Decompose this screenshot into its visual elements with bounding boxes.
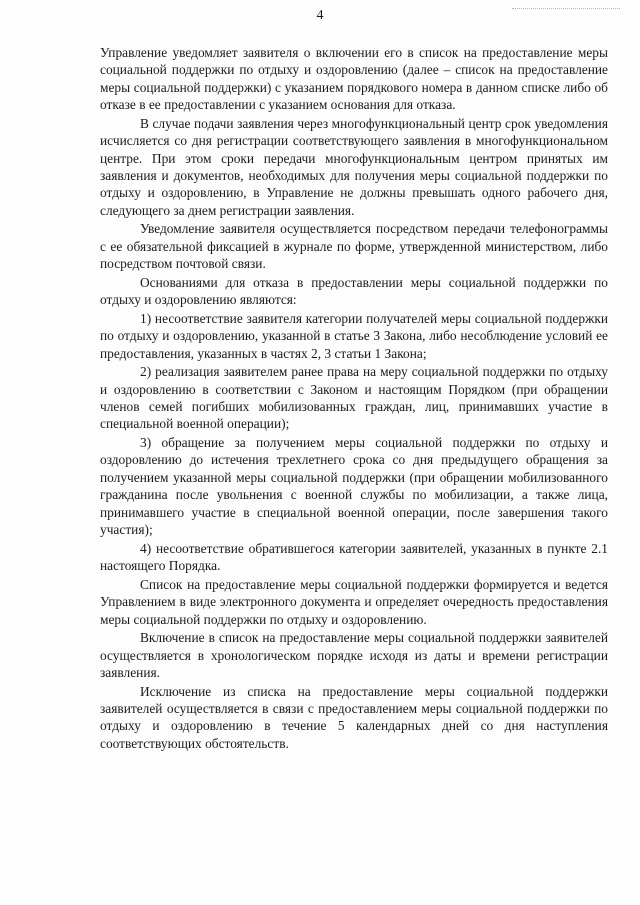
paragraph-refusal-grounds: Основаниями для отказа в предоставлении меры социальной поддержки по отдыху и оздоровлению являются: [100,274,608,308]
paragraph-notification-method: Уведомление заявителя осуществляется посредством передачи телефонограммы с ее обязательной фиксацией в журнале по форме, утвержденной министерством, либо посредством почтовой связи. [100,221,608,272]
paragraph-list-exclusion: Исключение из списка на предоставление меры социальной поддержки заявителей осуществляется в связи с предоставлением меры социальной поддержки по отдыху и оздоровлению в течение 5 календарных дней со дня наступления соответствующих обстоятельств. [100,683,608,751]
page-number: 4 [316,8,324,23]
refusal-ground-2: 2) реализация заявителем ранее права на меру социальной поддержки по отдыху и оздоровлению в соответствии с Законом и настоящим Порядком (при обращении членов семей погибших мобилизованных граждан, лиц, принимавших участие в специальной военной операции); [100,364,608,432]
document-body [100,44,608,753]
scan-artifact [512,8,620,12]
paragraph-notification: Управление уведомляет заявителя о включении его в список на предоставление меры социальной поддержки по отдыху и оздоровлению (далее – список на предоставление меры социальной поддержки) с указанием порядкового номера в данном списке либо об отказе в ее предоставлении с указанием основания для отказа. [100,45,608,113]
paragraph-mfc-deadline: В случае подачи заявления через многофункциональный центр срок уведомления исчисляется со дня регистрации соответствующего заявления в многофункциональном центре. При этом сроки передачи многофункциональным центром принятых им заявления и документов, необходимых для получения меры социальной поддержки по отдыху и оздоровлению, в Управление не должны превышать одного рабочего дня, следующего за днем регистрации заявления. [100,115,608,218]
refusal-ground-3: 3) обращение за получением меры социальной поддержки по отдыху и оздоровлению до истечения трехлетнего срока со дня предыдущего обращения за получением указанной меры социальной поддержки (при обращении мобилизованного гражданина после увольнения с военной службы по мобилизации, а также лица, принимавшего участие в специальной военной операции, после завершения такого участия); [100,435,608,538]
paragraph-list-formation: Список на предоставление меры социальной поддержки формируется и ведется Управлением в виде электронного документа и определяет очередность предоставления меры социальной поддержки по отдыху и оздоровлению. [100,576,608,627]
refusal-ground-4: 4) несоответствие обратившегося категории заявителей, указанных в пункте 2.1 настоящего Порядка. [100,540,608,574]
paragraph-list-inclusion: Включение в список на предоставление меры социальной поддержки заявителей осуществляется в хронологическом порядке исходя из даты и времени регистрации заявления. [100,630,608,680]
refusal-ground-1: 1) несоответствие заявителя категории получателей меры социальной поддержки по отдыху и оздоровлению, указанной в статье 3 Закона, либо несоблюдение условий ее предоставления, указанных в частях 2, 3 статьи 1 Закона; [100,310,608,361]
